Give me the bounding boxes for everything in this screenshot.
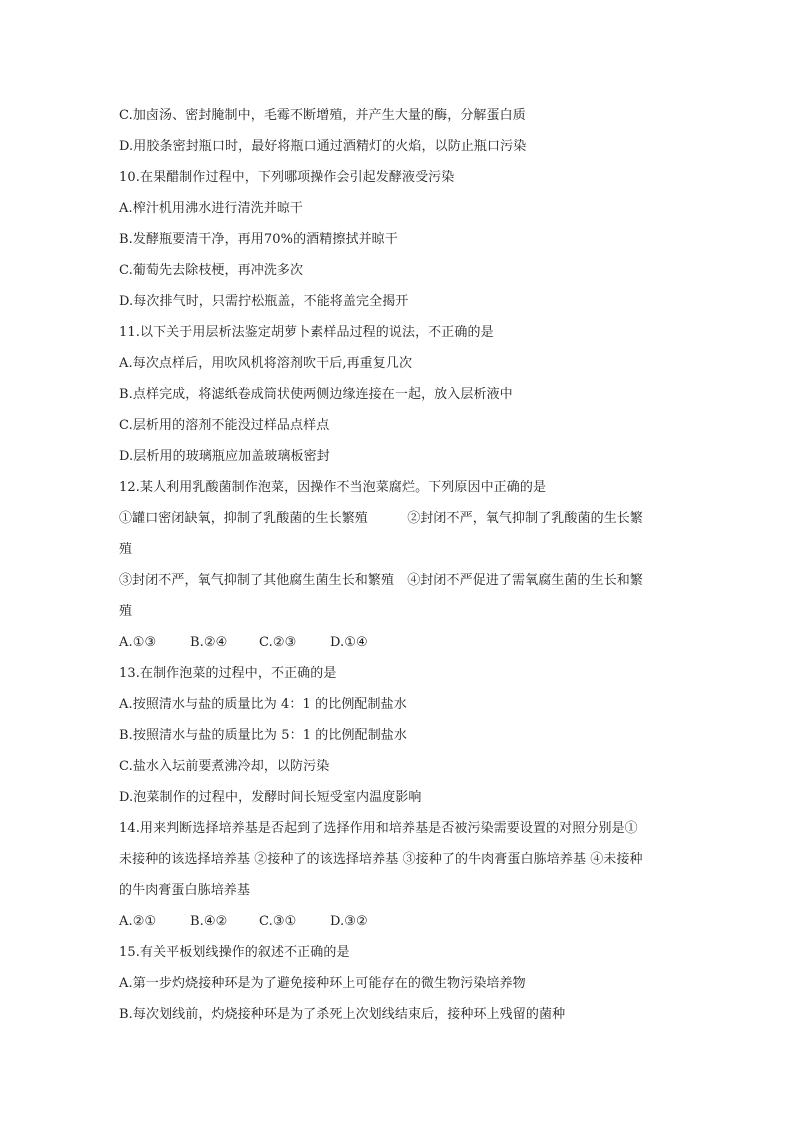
option-d: D.①④ (330, 635, 368, 650)
option-c: C.②③ (259, 635, 297, 650)
text-line: D.层析用的玻璃瓶应加盖玻璃板密封 (119, 449, 330, 464)
text-line: D.每次排气时，只需拧松瓶盖，不能将盖完全揭开 (119, 294, 409, 309)
question-14-stem: 14.用来判断选择培养基是否起到了选择作用和培养基是否被污染需要设置的对照分别是① (119, 821, 638, 836)
text-line: B.发酵瓶要清干净，再用70%的酒精擦拭并晾干 (119, 232, 398, 247)
text-line: D.泡菜制作的过程中，发酵时间长短受室内温度影响 (119, 790, 422, 805)
text-line: C.层析用的溶剂不能没过样品点样点 (119, 418, 330, 433)
text-line: ①罐口密闭缺氧，抑制了乳酸菌的生长繁殖 ②封闭不严，氧气抑制了乳酸菌的生长繁 (119, 511, 644, 526)
text-line: 的牛肉膏蛋白胨培养基 (119, 883, 251, 898)
question-15-stem: 15.有关平板划线操作的叙述不正确的是 (119, 945, 350, 960)
text-line: C.盐水入坛前要煮沸冷却，以防污染 (119, 759, 330, 774)
question-12-stem: 12.某人利用乳酸菌制作泡菜，因操作不当泡菜腐烂。下列原因中正确的是 (119, 480, 547, 495)
question-12-options (119, 627, 689, 658)
option-b: B.④② (190, 914, 228, 929)
question-14-options (119, 906, 689, 937)
text-line: C.加卤汤、密封腌制中，毛霉不断增殖，并产生大量的酶，分解蛋白质 (119, 108, 526, 123)
text-line: B.每次划线前，灼烧接种环是为了杀死上次划线结束后，接种环上残留的菌种 (119, 1007, 566, 1022)
text-line: A.按照清水与盐的质量比为 4：1 的比例配制盐水 (119, 697, 407, 712)
text-line: C.葡萄先去除枝梗，再冲洗多次 (119, 263, 304, 278)
option-a: A.②① (119, 914, 157, 929)
text-line: 殖 (119, 604, 133, 619)
text-line: ③封闭不严，氧气抑制了其他腐生菌生长和繁殖 ④封闭不严促进了需氧腐生菌的生长和繁 (119, 573, 644, 588)
text-line: D.用胶条密封瓶口时，最好将瓶口通过酒精灯的火焰，以防止瓶口污染 (119, 139, 527, 154)
option-c: C.③① (259, 914, 297, 929)
question-text (119, 100, 689, 1030)
text-line: A.榨汁机用沸水进行清洗并晾干 (119, 201, 304, 216)
text-line: A.第一步灼烧接种环是为了避免接种环上可能存在的微生物污染培养物 (119, 976, 526, 991)
text-line: B.按照清水与盐的质量比为 5：1 的比例配制盐水 (119, 728, 407, 743)
text-line: A.每次点样后，用吹风机将溶剂吹干后,再重复几次 (119, 356, 413, 371)
option-b: B.②④ (190, 635, 228, 650)
text-line: 未接种的该选择培养基 ②接种了的该选择培养基 ③接种了的牛肉膏蛋白胨培养基 ④未接种 (119, 852, 643, 867)
question-13-stem: 13.在制作泡菜的过程中，不正确的是 (119, 666, 337, 681)
question-11-stem: 11.以下关于用层析法鉴定胡萝卜素样品过程的说法，不正确的是 (119, 325, 494, 340)
option-d: D.③② (330, 914, 368, 929)
text-line: 殖 (119, 542, 133, 557)
text-line: B.点样完成，将滤纸卷成筒状使两侧边缘连接在一起，放入层析液中 (119, 387, 513, 402)
question-10-stem: 10.在果醋制作过程中，下列哪项操作会引起发酵液受污染 (119, 170, 455, 185)
option-a: A.①③ (119, 635, 157, 650)
